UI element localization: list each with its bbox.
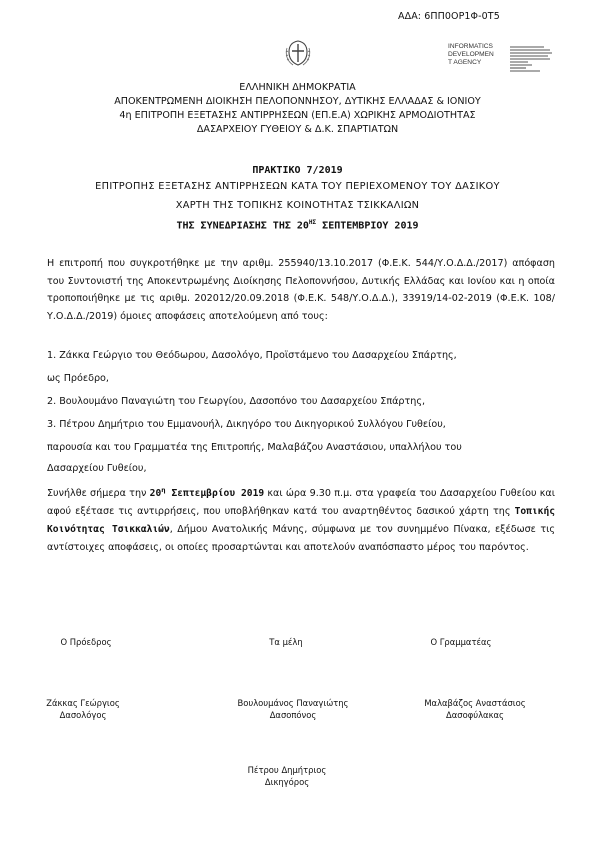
seal-text: INFORMATICS DEVELOPMEN T AGENCY — [448, 43, 494, 66]
authority-heading: ΕΛΛΗΝΙΚΗ ΔΗΜΟΚΡΑΤΙΑ ΑΠΟΚΕΝΤΡΩΜΕΝΗ ΔΙΟΙΚΗΣΗ ΠΕΛΟΠΟΝΝΗΣΟΥ, ΔΥΤΙΚΗΣ ΕΛΛΑΔΑΣ & ΙΟΝΙΟΥ 4η ΕΠΙΤΡΟΠΗ ΕΞΕΤΑΣΗΣ ΑΝΤΙΡΡΗΣΕΩΝ (ΕΠ.Ε.Α) ΧΩΡΙΚΗΣ ΑΡΜΟΔΙΟΤΗΤΑΣ ΔΑΣΑΡΧΕΙΟΥ ΓΥΘΕΙΟΥ & Δ.Κ. ΣΠΑΡΤΙΑΤΩΝ — [114, 82, 481, 135]
member-1-line: 1. Ζάκκα Γεώργιο του Θεόδωρου, Δασολόγο, Προϊστάμενο του Δασαρχείου Σπάρτης, — [47, 350, 457, 361]
role-president: Ο Πρόεδρος — [60, 637, 112, 647]
member-2-line: 2. Βουλουμάνο Παναγιώτη του Γεωργίου, Δασοπόνο του Δασαρχείου Σπάρτης, — [47, 396, 426, 407]
secretary-presence-line: παρουσία και του Γραμματέα της Επιτροπής, Μαλαβάζου Αναστάσιου, υπαλλήλου του — [47, 442, 462, 453]
title-subtitle-1: ΕΠΙΤΡΟΠΗΣ ΕΞΕΤΑΣΗΣ ΑΝΤΙΡΡΗΣΕΩΝ ΚΑΤΑ ΤΟΥ ΠΕΡΙΕΧΟΜΕΝΟΥ ΤΟΥ ΔΑΣΙΚΟΥ — [95, 181, 500, 192]
greek-emblem-icon — [283, 38, 313, 68]
ada-code: ΑΔΑ: 6ΠΠ0ΟΡ1Φ-0Τ5 — [398, 11, 500, 22]
secretary-signature: Μαλαβάζος Αναστάσιος Δασοφύλακας — [424, 698, 526, 720]
president-signature: Ζάκκας Γεώργιος Δασολόγος — [46, 698, 120, 720]
role-secretary: Ο Γραμματέας — [430, 637, 492, 647]
committee-line: 4η ΕΠΙΤΡΟΠΗ ΕΞΕΤΑΣΗΣ ΑΝΤΙΡΡΗΣΕΩΝ (ΕΠ.Ε.Α) ΧΩΡΙΚΗΣ ΑΡΜΟΔΙΟΤΗΤΑΣ — [119, 110, 476, 121]
intro-paragraph: Η επιτροπή που συγκροτήθηκε με την αριθμ. 255940/13.10.2017 (Φ.Ε.Κ. 544/Υ.Ο.Δ.Δ./2017) απόφαση του Συντονιστή της Αποκεντρωμένης Διοίκησης Πελοποννήσου, Δυτικής Ελλάδας και Ιονίου και η οποία τροποποιήθηκε με τις αριθμ. 202012/20.09.2018 (Φ.Ε.Κ. 548/Υ.Ο.Δ.Δ.), 33919/14-02-2019 (Φ.Ε.Κ. 108/Υ.Ο.Δ.Δ./2019) όμοιες αποφάσεις αποτελούμενη από τους: — [47, 258, 555, 322]
document-title: ΠΡΑΚΤΙΚΟ 7/2019 — [252, 165, 343, 176]
member-3-line: 3. Πέτρου Δημήτριο του Εμμανουήλ, Δικηγόρο του Δικηγορικού Συλλόγου Γυθείου, — [47, 419, 446, 430]
secretary-office-line: Δασαρχείου Γυθείου, — [47, 463, 147, 474]
meeting-paragraph: Συνήλθε σήμερα την $20^\eta$ Σεπτεμβρίου 2019 και ώρα 9.30 π.μ. στα γραφεία του Δασαρχείου Γυθείου και αφού εξέτασε τις αντιρρήσεις, που υποβλήθηκαν κατά του αναρτηθέντος δασικού χάρτη της Τοπικής Κοινότητας Τσικκαλιών, Δήμου Ανατολικής Μάνης, σύμφωνα με τον συνημμένο Πίνακα, εξέδωσε τις αντίστοιχες αποφάσεις, οι οποίες προσαρτώνται και αποτελούν αναπόσπαστο μέρος του παρόντος. — [47, 487, 555, 554]
role-members: Τα μέλη — [269, 637, 303, 647]
member-2-signature: Πέτρου Δημήτριος Δικηγόρος — [247, 765, 327, 787]
seal-microtext-icon — [510, 44, 554, 74]
member-1-signature: Βουλουμάνος Παναγιώτης Δασοπόνος — [237, 698, 349, 720]
diavgeia-seal — [448, 43, 558, 75]
session-heading: ΤΗΣ ΣΥΝΕΔΡΙΑΣΗΣ ΤΗΣ $20^{H\Sigma}$ ΣΕΠΤΕΜΒΡΙΟΥ 2019 — [176, 219, 419, 232]
title-subtitle-2: ΧΑΡΤΗ ΤΗΣ ΤΟΠΙΚΗΣ ΚΟΙΝΟΤΗΤΑΣ ΤΣΙΚΚΑΛΙΩΝ — [175, 200, 420, 211]
member-1-role: ως Πρόεδρο, — [47, 373, 109, 384]
